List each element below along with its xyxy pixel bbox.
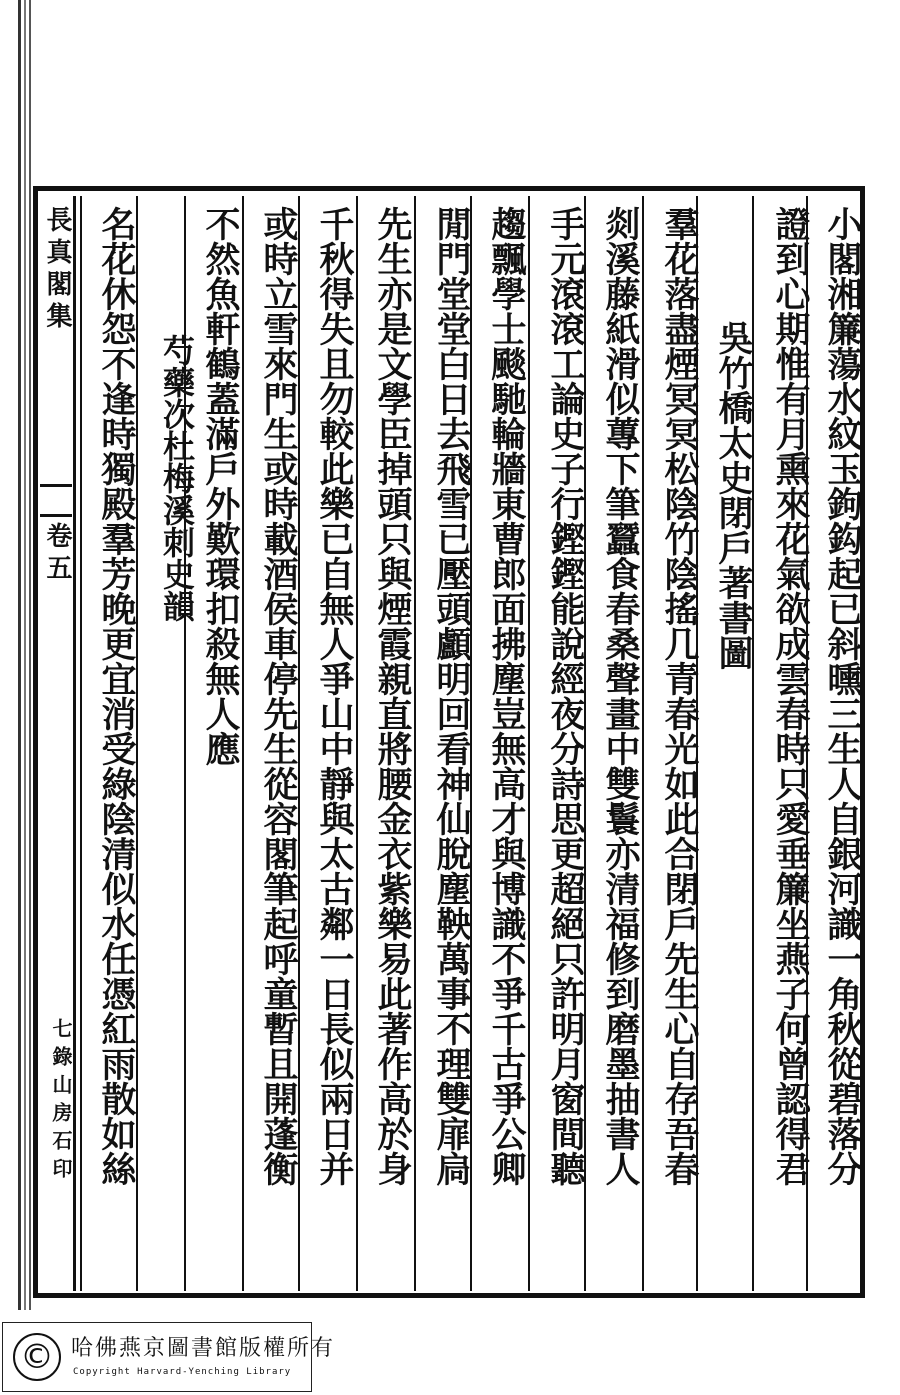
page-stack-edge (18, 0, 21, 1310)
poem-title: 芍藥次杜梅溪刺史韻 (158, 334, 196, 622)
copyright-stamp (2, 1322, 336, 1392)
copyright-english: Copyright Harvard-Yenching Library (73, 1367, 292, 1377)
fishtail-mark (40, 514, 72, 517)
text-column: 千秋得失且勿較此樂已自無人爭山中靜與太古鄰一日長似兩日并 (314, 206, 355, 1186)
text-column: 趨飄學士颷馳輪牆東曹郎面拂塵豈無高才與博識不爭千古爭公卿 (486, 206, 527, 1186)
text-column: 羣花落盡煙冥冥松陰竹陰搖几青春光如此合閉戶先生心自存吾春 (659, 206, 700, 1186)
collection-title: 長真閣集 (42, 206, 72, 334)
fishtail-mark (40, 484, 72, 487)
poem-title: 吳竹橋太史閉戶著書圖 (713, 320, 754, 670)
copyright-icon: © (13, 1333, 61, 1381)
volume-label: 卷五 (42, 522, 72, 586)
page-stack-edge (29, 0, 31, 1310)
text-column: 手元滾滾工論史子行鏗鏗能說經夜分詩思更超絕只許明月窗間聽 (545, 206, 586, 1186)
text-column: 剡溪藤紙滑似蓴下筆蠶食春桑聲畫中雙鬟亦清福修到磨墨抽書人 (600, 206, 641, 1186)
text-column: 證到心期惟有月熏來花氣欲成雲春時只愛垂簾坐燕子何曾認得君 (770, 206, 811, 1186)
text-column: 名花休怨不逢時獨殿羣芳晚更宜消受綠陰清似水任憑紅雨散如絲 (96, 206, 137, 1186)
text-column: 或時立雪來門生或時載酒侯車停先生從容閣筆起呼童暫且開蓬衡 (258, 206, 299, 1186)
text-column: 不然魚軒鶴蓋滿戶外歎環扣殺無人應 (200, 206, 241, 766)
text-column: 先生亦是文學臣掉頭只與煙霞親直將腰金衣紫樂易此著作高於身 (372, 206, 413, 1186)
copyright-chinese: 哈佛燕京圖書館版權所有 (71, 1336, 336, 1361)
text-column: 小閣湘簾蕩水紋玉鉤鈎起已斜曛三生人自銀河識一角秋從碧落分 (822, 206, 863, 1186)
text-column: 閒門堂堂白日去飛雪已壓頭顱明回看神仙脫塵鞅萬事不理雙扉扃 (431, 206, 472, 1186)
page-stack-edge (24, 0, 26, 1310)
press-mark: 七錄山房石印 (49, 1018, 73, 1186)
